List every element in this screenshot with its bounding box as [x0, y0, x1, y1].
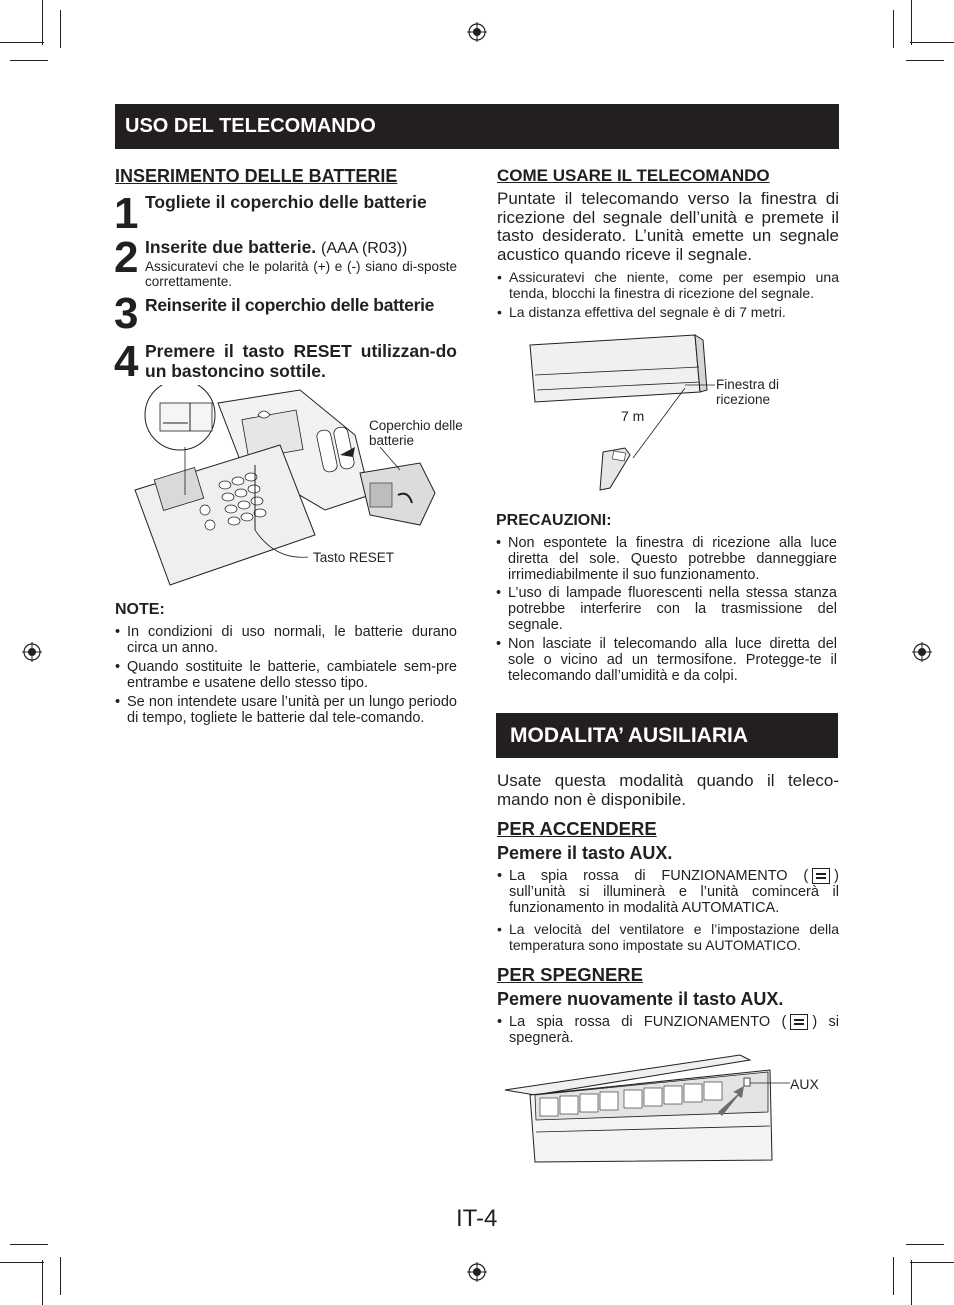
list-item: • Quando sostituite le batterie, cambiatele sem-pre entrambe e usatene dello stesso tipo.: [115, 659, 457, 691]
power-off-bullet-post: ) si spegnerà.: [509, 1014, 839, 1047]
list-item: • In condizioni di uso normali, le batterie durano circa un anno.: [115, 624, 457, 656]
section-banner: [115, 104, 839, 149]
crop-mark: [893, 10, 894, 48]
list-item: • La distanza effettiva del segnale è di 7 metri.: [497, 304, 786, 320]
step-number: 3: [114, 289, 137, 338]
step-number: 1: [114, 189, 137, 238]
section-title: USO DEL TELECOMANDO: [125, 115, 376, 137]
crop-mark: [0, 42, 44, 43]
howto-body: Puntate il telecomando verso la finestra di ricezione del segnale dell’unità e premete il tasto desiderato. L’unità emette un segnale acustico quando riceve il segnale.: [497, 189, 839, 264]
step-text: Premere il tasto RESET utilizzan-do un bastoncino sottile.: [145, 341, 457, 381]
crop-mark: [60, 1257, 61, 1295]
registration-mark-icon: [22, 642, 42, 662]
power-on-instruction: Pemere il tasto AUX.: [497, 843, 673, 863]
precaution-text: Non espontete la finestra di ricezione alla luce diretta del sole. Questo potrebbe danneggiare irrimediabilmente il suo funzionamento.: [508, 535, 837, 583]
step-block: [145, 237, 457, 289]
step-number: 4: [114, 337, 137, 386]
power-on-heading: PER ACCENDERE: [497, 818, 657, 839]
cover-label: Coperchio delle batterie: [369, 418, 463, 448]
aux-label: AUX: [790, 1076, 819, 1092]
list-item: • La spia rossa di FUNZIONAMENTO ( ) si spegnerà.: [497, 1014, 839, 1047]
note-text: In condizioni di uso normali, le batterie durano circa un anno.: [127, 624, 457, 656]
crop-mark: [911, 0, 912, 45]
notes-heading: NOTE:: [115, 601, 165, 618]
aux-button-illustration: [500, 1050, 790, 1165]
crop-mark: [893, 1257, 894, 1295]
step-text: Togliete il coperchio delle batterie: [145, 192, 427, 212]
crop-mark: [910, 1262, 954, 1263]
signal-range-illustration: [525, 330, 825, 500]
precaution-text: L’uso di lampade fluorescenti nella stessa stanza potrebbe interferire con la trasmissione del segnale.: [508, 585, 837, 633]
list-item: • L’uso di lampade fluorescenti nella stessa stanza potrebbe interferire con la trasmissione del segnale.: [496, 585, 837, 633]
step-text: Reinserite il coperchio delle batterie: [145, 295, 435, 315]
list-item: • Non espontete la finestra di ricezione alla luce diretta del sole. Questo potrebbe danneggiare irrimediabilmente il suo funzionamento.: [496, 535, 837, 583]
list-item: • La velocità del ventilatore e l’impostazione della temperatura sono impostate su AUTOMATICO.: [497, 921, 839, 953]
power-off-bullet-pre: La spia rossa di FUNZIONAMENTO (: [509, 1014, 787, 1030]
step-note: Assicuratevi che le polarità (+) e (-) siano di-sposte correttamente.: [145, 259, 457, 289]
howto-bullet: Assicuratevi che niente, come per esempio una tenda, blocchi la finestra di ricezione del segnale.: [509, 269, 839, 301]
crop-mark: [60, 10, 61, 48]
power-on-bullet-pre: La spia rossa di FUNZIONAMENTO (: [509, 868, 809, 884]
receiver-window-label: Finestra di ricezione: [716, 377, 780, 407]
crop-mark: [42, 1260, 43, 1305]
crop-mark: [906, 1244, 944, 1245]
registration-mark-icon: [467, 22, 487, 42]
step-text: Inserite due batterie.: [145, 237, 317, 257]
distance-label: 7 m: [621, 408, 645, 424]
list-item: • Assicuratevi che niente, come per esempio una tenda, blocchi la finestra di ricezione del segnale.: [497, 269, 839, 301]
howto-bullet: La distanza effettiva del segnale è di 7 metri.: [509, 304, 786, 320]
step-suffix: (AAA (R03)): [321, 240, 408, 257]
list-item: • Non lasciate il telecomando alla luce diretta del sole o vicino ad un termosifone. Protegge-te il telecomando dall’umidità e da colpi.: [496, 636, 837, 684]
operation-lamp-icon: [812, 868, 830, 884]
power-off-instruction: Pemere nuovamente il tasto AUX.: [497, 989, 784, 1009]
remote-battery-illustration: [130, 385, 460, 590]
power-on-bullet-post: ) sull’unità si illuminerà e l’unità comincerà il funzionamento in modalità AUTOMATICA.: [509, 868, 839, 917]
registration-mark-icon: [467, 1262, 487, 1282]
list-item: • La spia rossa di FUNZIONAMENTO ( ) sull’unità si illuminerà e l’unità comincerà il funzionamento in modalità AUTOMATICA.: [497, 868, 839, 917]
crop-mark: [910, 42, 954, 43]
registration-mark-icon: [912, 642, 932, 662]
crop-mark: [906, 60, 944, 61]
note-text: Se non intendete usare l’unità per un lungo periodo di tempo, togliete le batterie dal tele-comando.: [127, 694, 457, 726]
aux-banner: [496, 713, 838, 758]
note-text: Quando sostituite le batterie, cambiatele sem-pre entrambe e usatene dello stesso tipo.: [127, 659, 457, 691]
crop-mark: [10, 1244, 48, 1245]
reset-label: Tasto RESET: [313, 550, 395, 565]
precaution-text: Non lasciate il telecomando alla luce diretta del sole o vicino ad un termosifone. Protegge-te il telecomando dall’umidità e da colpi.: [508, 636, 837, 684]
howto-heading: COME USARE IL TELECOMANDO: [497, 166, 770, 185]
step-number: 2: [114, 233, 137, 282]
crop-mark: [10, 60, 48, 61]
precautions-heading: PRECAUZIONI:: [496, 512, 612, 529]
batteries-heading: INSERIMENTO DELLE BATTERIE: [115, 166, 398, 186]
aux-intro: Usate questa modalità quando il teleco-mando non è disponibile.: [497, 771, 839, 809]
page-number: IT-4: [456, 1205, 498, 1232]
crop-mark: [911, 1260, 912, 1305]
operation-lamp-icon: [790, 1014, 808, 1030]
crop-mark: [0, 1262, 44, 1263]
power-off-heading: PER SPEGNERE: [497, 964, 643, 985]
crop-mark: [42, 0, 43, 45]
power-on-bullet: La velocità del ventilatore e l’impostazione della temperatura sono impostate su AUTOMATICO.: [509, 921, 839, 953]
aux-title: MODALITA’ AUSILIARIA: [510, 723, 748, 747]
list-item: • Se non intendete usare l’unità per un lungo periodo di tempo, togliete le batterie dal tele-comando.: [115, 694, 457, 726]
